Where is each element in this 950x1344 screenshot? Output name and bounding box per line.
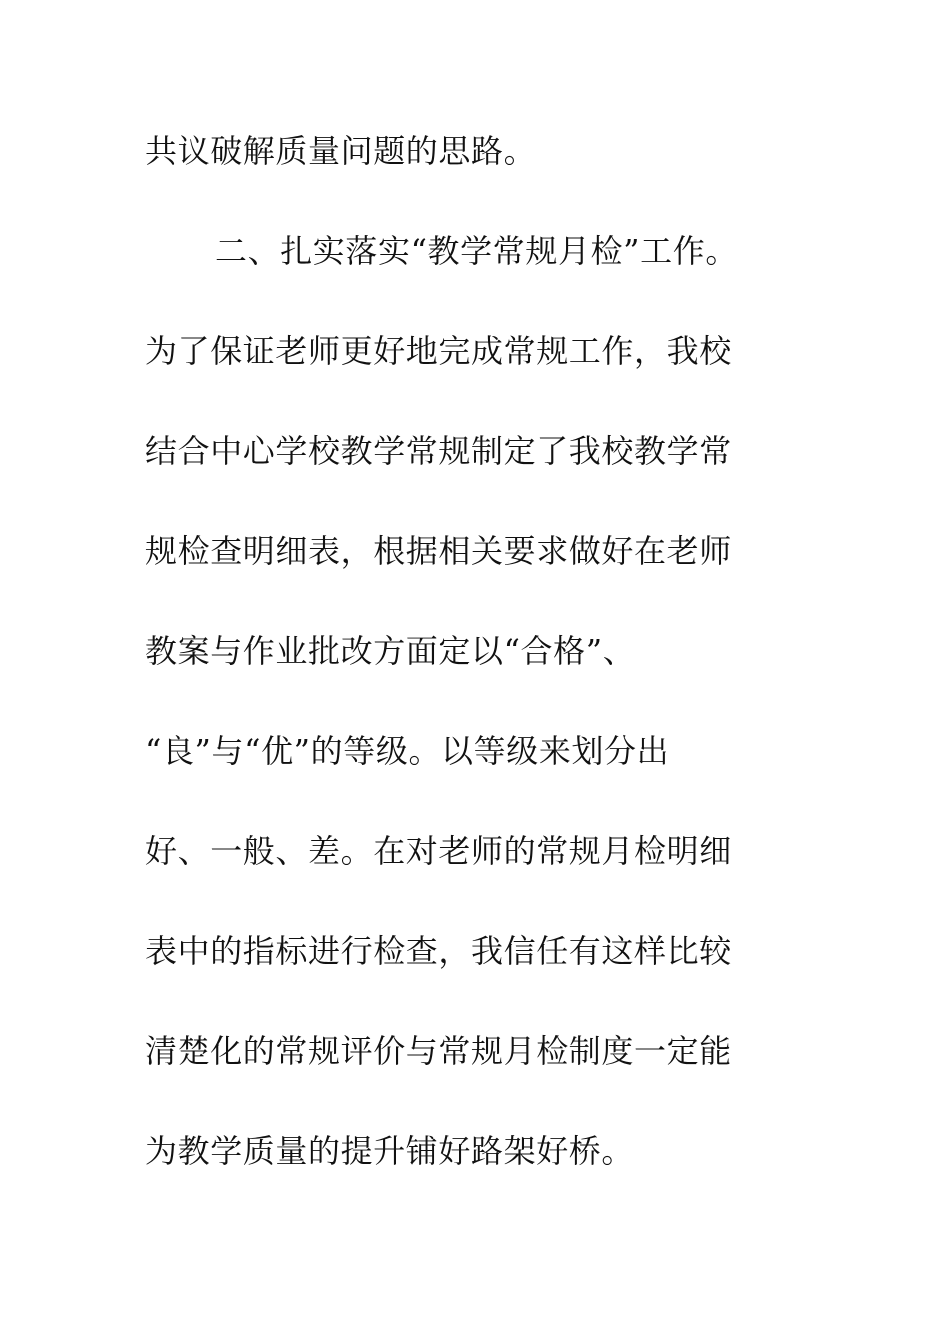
paragraph-line-5: 规检查明细表，根据相关要求做好在老师 — [145, 532, 732, 570]
paragraph-line-11: 为教学质量的提升铺好路架好桥。 — [145, 1132, 635, 1170]
section-heading: 二、扎实落实“教学常规月检”工作。 — [215, 232, 738, 270]
paragraph-line-10: 清楚化的常规评价与常规月检制度一定能 — [145, 1032, 732, 1070]
paragraph-line-4: 结合中心学校教学常规制定了我校教学常 — [145, 432, 732, 470]
paragraph-line-9: 表中的指标进行检查，我信任有这样比较 — [145, 932, 732, 970]
paragraph-line-7: “良”与“优”的等级。以等级来划分出 — [145, 732, 670, 770]
paragraph-line-6: 教案与作业批改方面定以“合格”、 — [145, 632, 636, 670]
paragraph-line-1: 共议破解质量问题的思路。 — [145, 132, 537, 170]
paragraph-line-3: 为了保证老师更好地完成常规工作，我校 — [145, 332, 732, 370]
paragraph-line-8: 好、一般、差。在对老师的常规月检明细 — [145, 832, 732, 870]
